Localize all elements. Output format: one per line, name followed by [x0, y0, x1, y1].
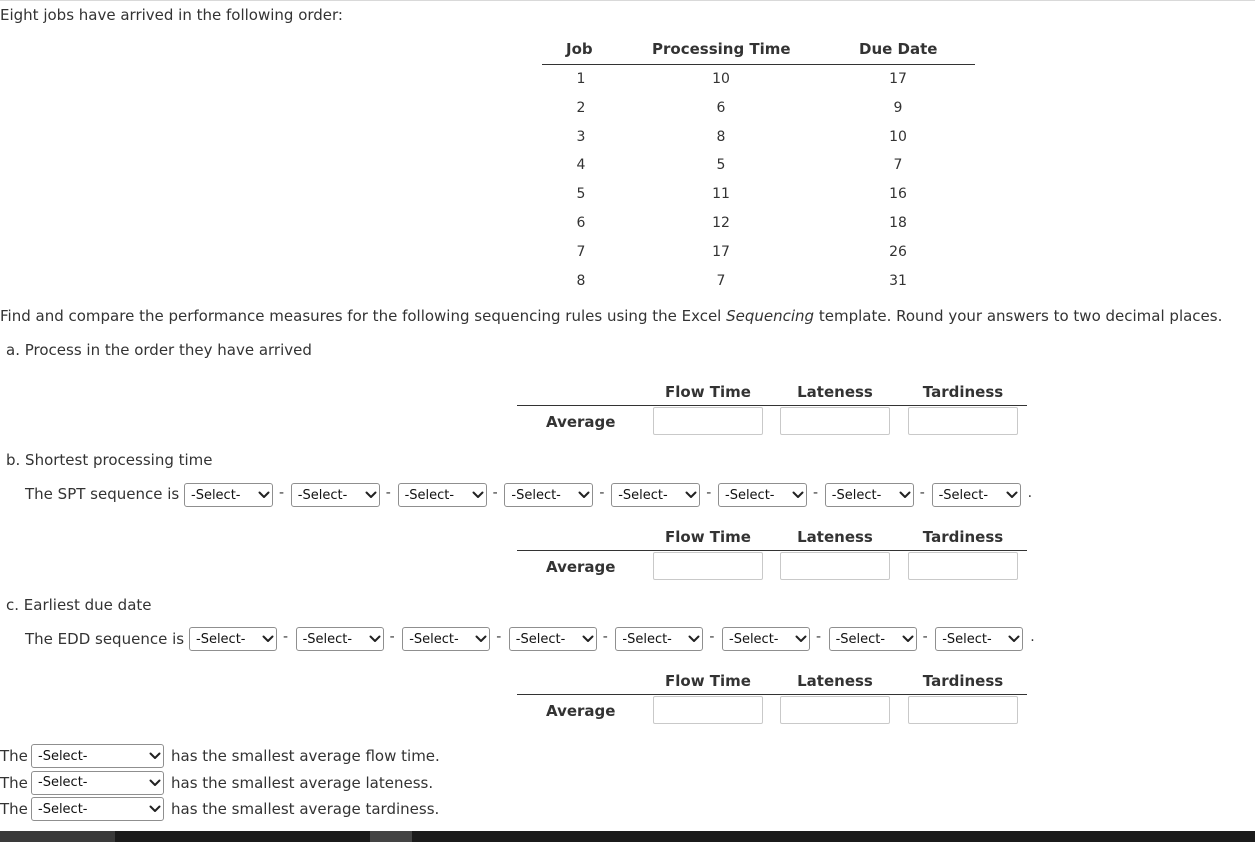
intro-text: Eight jobs have arrived in the following order: — [0, 6, 343, 24]
chevron-down-icon — [367, 631, 383, 647]
conclusion-text-smallest-flow-time: has the smallest average flow time. — [171, 747, 440, 765]
sequence-separator: - — [385, 485, 391, 501]
conclusion-prefix: The — [0, 800, 28, 818]
flow-time-input[interactable] — [653, 407, 763, 435]
select-value: -Select- — [404, 487, 455, 503]
average-label: Average — [546, 702, 616, 720]
chevron-down-icon — [576, 487, 592, 503]
bottom-scrollbar-thumb[interactable] — [370, 831, 412, 842]
due-date-header: Due Date — [859, 40, 938, 58]
job-number-cell: 5 — [576, 186, 586, 203]
processing-time-header: Processing Time — [652, 40, 791, 58]
sequence-select-4[interactable] — [509, 627, 597, 651]
job-number-cell: 6 — [576, 215, 586, 231]
lateness-input[interactable] — [780, 552, 890, 580]
sequence-select-8[interactable] — [932, 483, 1021, 507]
sequence-separator: - — [496, 629, 502, 645]
sequence-separator: - — [706, 485, 712, 501]
job-number-cell: 4 — [576, 157, 586, 174]
job-number-cell: 7 — [576, 243, 586, 260]
lateness-input[interactable] — [780, 407, 890, 435]
select-value: -Select- — [831, 487, 882, 503]
due-date-cell: 26 — [889, 243, 907, 260]
chevron-down-icon — [147, 775, 163, 791]
conclusion-select-smallest-lateness[interactable] — [31, 771, 164, 795]
spt-sequence-label: The SPT sequence is — [25, 485, 180, 503]
flow-time-header: Flow Time — [665, 672, 751, 690]
instructions — [0, 307, 1222, 325]
select-value: -Select- — [297, 487, 348, 503]
job-number-cell: 1 — [576, 71, 586, 87]
flow-time-header: Flow Time — [665, 528, 751, 546]
due-date-cell: 16 — [889, 186, 907, 203]
sequence-select-5[interactable] — [615, 627, 703, 651]
part-a-label: a. Process in the order they have arrived — [6, 341, 312, 359]
chevron-down-icon — [900, 631, 916, 647]
sequence-separator: - — [279, 485, 285, 501]
average-label: Average — [546, 413, 616, 431]
job-table-rule — [542, 64, 975, 65]
chevron-down-icon — [686, 631, 702, 647]
chevron-down-icon — [473, 631, 489, 647]
chevron-down-icon — [363, 487, 379, 503]
select-value: -Select- — [618, 487, 668, 503]
flow-time-header: Flow Time — [665, 383, 751, 401]
chevron-down-icon — [1004, 487, 1020, 503]
processing-time-cell: 5 — [716, 157, 726, 174]
sequence-separator: - — [709, 629, 715, 645]
sequence-select-3[interactable] — [398, 483, 487, 507]
select-value: -Select- — [302, 631, 353, 647]
conclusion-prefix: The — [0, 773, 28, 792]
chevron-down-icon — [470, 487, 486, 503]
job-number-cell: 3 — [576, 128, 586, 145]
top-divider — [0, 0, 1255, 1]
select-value: -Select- — [196, 631, 246, 647]
sequence-separator: - — [492, 485, 498, 501]
sequence-separator: - — [599, 485, 605, 501]
chevron-down-icon — [580, 631, 596, 647]
chevron-down-icon — [793, 631, 809, 647]
lateness-header: Lateness — [797, 528, 873, 546]
processing-time-cell: 6 — [716, 99, 726, 116]
conclusion-text-smallest-tardiness: has the smallest average tardiness. — [171, 800, 440, 818]
job-header: Job — [566, 40, 593, 58]
select-value: -Select- — [938, 487, 989, 503]
processing-time-cell: 11 — [712, 186, 730, 203]
sequence-separator: - — [816, 629, 822, 645]
chevron-down-icon — [790, 487, 806, 503]
select-value: -Select- — [515, 631, 566, 647]
chevron-down-icon — [897, 487, 913, 503]
due-date-cell: 31 — [889, 272, 907, 289]
sequence-select-1[interactable] — [189, 627, 277, 651]
due-date-cell: 9 — [893, 99, 903, 116]
due-date-cell: 18 — [889, 215, 907, 231]
bottom-scrollbar[interactable] — [0, 831, 1255, 842]
select-value: -Select- — [942, 631, 992, 647]
conclusion-prefix: The — [0, 747, 28, 765]
tardiness-header: Tardiness — [922, 528, 1004, 546]
due-date-cell: 7 — [893, 157, 903, 174]
chevron-down-icon — [1006, 631, 1022, 647]
part-c-label: c. Earliest due date — [6, 596, 152, 614]
conclusion-text-smallest-lateness: has the smallest average lateness. — [171, 773, 434, 792]
sequence-select-2[interactable] — [296, 627, 384, 651]
select-value: -Select- — [622, 631, 672, 647]
tardiness-header: Tardiness — [922, 383, 1004, 401]
sequence-select-4[interactable] — [504, 483, 593, 507]
sequence-select-6[interactable] — [722, 627, 810, 651]
due-date-cell: 10 — [889, 128, 907, 145]
tardiness-input[interactable] — [908, 407, 1018, 435]
sequence-select-7[interactable] — [829, 627, 917, 651]
sequence-separator: - — [922, 629, 928, 645]
chevron-down-icon — [147, 801, 163, 817]
chevron-down-icon — [256, 487, 272, 503]
bottom-scrollbar-segment — [0, 831, 115, 842]
sequence-separator: - — [813, 485, 819, 501]
lateness-input[interactable] — [780, 696, 890, 724]
due-date-cell: 17 — [889, 71, 907, 87]
sequence-select-7[interactable] — [825, 483, 914, 507]
select-value: -Select- — [191, 487, 241, 503]
tardiness-input[interactable] — [908, 552, 1018, 580]
select-value: -Select- — [511, 487, 561, 503]
average-label: Average — [546, 558, 616, 576]
processing-time-cell: 7 — [716, 272, 726, 289]
sequence-end: . — [1030, 629, 1035, 645]
sequence-separator: - — [283, 629, 289, 645]
select-value: -Select- — [38, 775, 88, 790]
result-table-rule — [517, 550, 1027, 551]
part-b-label: b. Shortest processing time — [6, 451, 213, 469]
flow-time-input[interactable] — [653, 696, 763, 724]
processing-time-cell: 17 — [712, 243, 730, 260]
flow-time-input[interactable] — [653, 552, 763, 580]
result-table-rule — [517, 405, 1027, 406]
edd-sequence-label: The EDD sequence is — [25, 630, 185, 648]
select-value: -Select- — [835, 631, 886, 647]
job-number-cell: 8 — [576, 272, 586, 289]
sequence-select-1[interactable] — [184, 483, 273, 507]
conclusion-select-smallest-tardiness[interactable] — [31, 797, 164, 821]
tardiness-input[interactable] — [908, 696, 1018, 724]
instructions-after: template. Round your answers to two decimal places. — [814, 307, 1223, 325]
select-value: -Select- — [38, 748, 88, 764]
sequence-end: . — [1027, 485, 1033, 501]
processing-time-cell: 8 — [716, 128, 726, 145]
job-number-cell: 2 — [576, 99, 586, 116]
processing-time-cell: 10 — [712, 71, 730, 87]
select-value: -Select- — [729, 631, 779, 647]
instructions-before: Find and compare the performance measures for the following sequencing rules using the Excel — [0, 307, 727, 325]
sequence-select-5[interactable] — [611, 483, 700, 507]
lateness-header: Lateness — [797, 383, 873, 401]
conclusion-select-smallest-flow-time[interactable] — [31, 744, 164, 768]
sequence-select-3[interactable] — [402, 627, 490, 651]
select-value: -Select- — [409, 631, 459, 647]
sequence-select-6[interactable] — [718, 483, 807, 507]
sequence-separator: - — [919, 485, 925, 501]
chevron-down-icon — [683, 487, 699, 503]
tardiness-header: Tardiness — [922, 672, 1004, 690]
sequence-separator: - — [389, 629, 395, 645]
result-table-rule — [517, 694, 1027, 695]
lateness-header: Lateness — [797, 672, 873, 690]
sequence-select-2[interactable] — [291, 483, 380, 507]
sequence-select-8[interactable] — [935, 627, 1023, 651]
select-value: -Select- — [725, 487, 775, 503]
chevron-down-icon — [260, 631, 276, 647]
processing-time-cell: 12 — [712, 215, 730, 231]
sequence-separator: - — [602, 629, 608, 645]
instructions-italic: Sequencing — [726, 307, 815, 325]
select-value: -Select- — [38, 801, 88, 817]
chevron-down-icon — [147, 748, 163, 764]
